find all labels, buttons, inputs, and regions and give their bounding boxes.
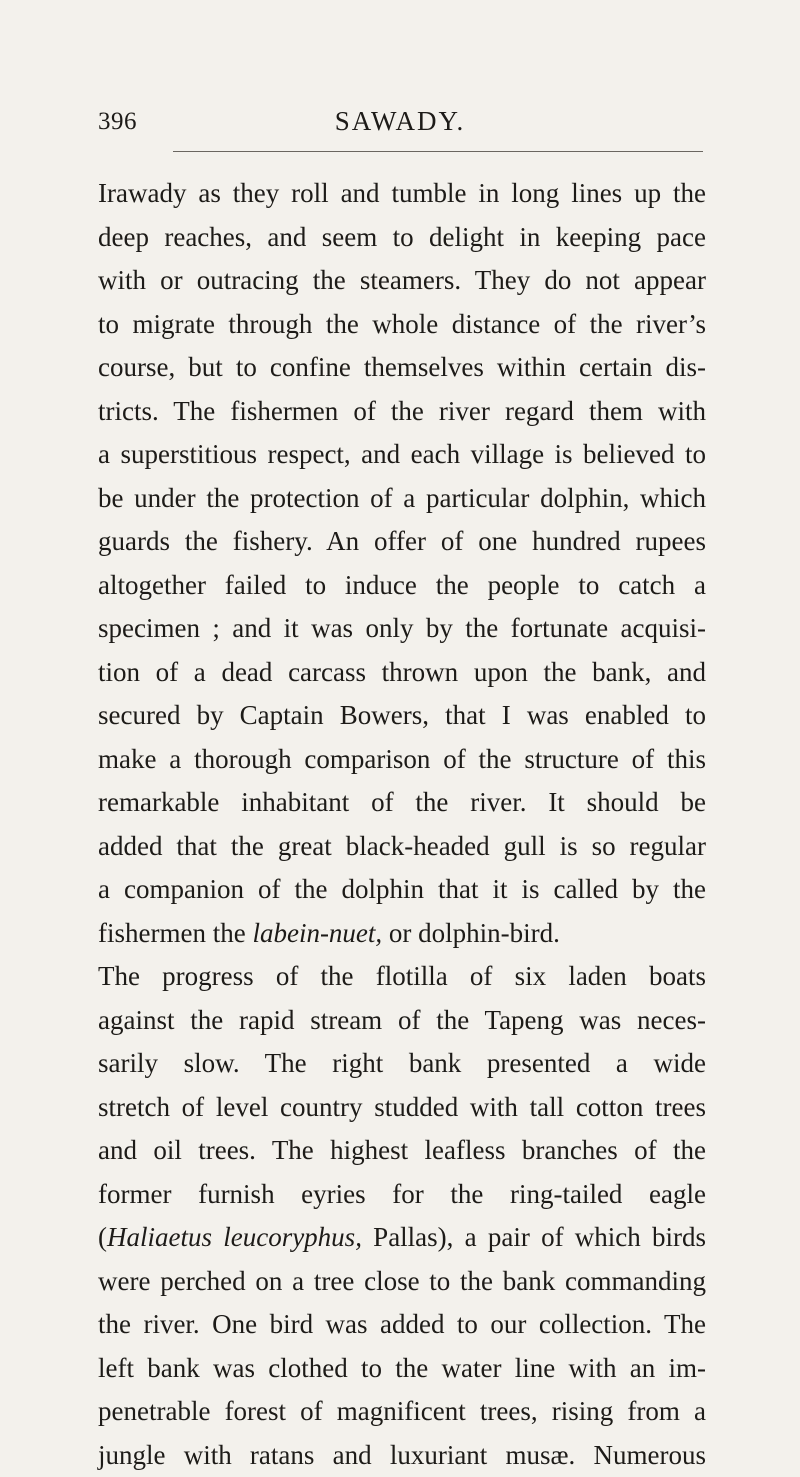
line-text-post: or dolphin-bird. bbox=[382, 918, 560, 948]
text-line-with-italic bbox=[98, 912, 706, 956]
text-line: tricts. The fishermen of the river regard them with bbox=[98, 390, 706, 434]
text-line: tion of a dead carcass thrown upon the bank, and bbox=[98, 651, 706, 695]
italic-species-name: Haliaetus leucoryphus, bbox=[107, 1222, 362, 1252]
running-title: SAWADY. bbox=[0, 106, 800, 137]
text-line: penetrable forest of magnificent trees, rising from a bbox=[98, 1390, 706, 1434]
italic-term: labein-nuet, bbox=[252, 918, 382, 948]
text-line: specimen ; and it was only by the fortunate acquisi- bbox=[98, 607, 706, 651]
line-text-pre: fishermen the bbox=[98, 918, 252, 948]
text-line: be under the protection of a particular dolphin, which bbox=[98, 477, 706, 521]
text-line: course, but to confine themselves within certain dis- bbox=[98, 346, 706, 390]
text-line: stretch of level country studded with tall cotton trees bbox=[98, 1086, 706, 1130]
line-text-post: Pallas), a pair of which birds bbox=[362, 1222, 706, 1252]
text-line: sarily slow. The right bank presented a wide bbox=[98, 1042, 706, 1086]
running-head bbox=[0, 102, 800, 142]
page-number: 396 bbox=[98, 108, 137, 136]
text-line: jungle with ratans and luxuriant musæ. Numerous bbox=[98, 1434, 706, 1477]
body-text bbox=[98, 172, 706, 1477]
line-text-pre: ( bbox=[98, 1222, 107, 1252]
text-line: altogether failed to induce the people to catch a bbox=[98, 564, 706, 608]
text-line: left bank was clothed to the water line with an im- bbox=[98, 1347, 706, 1391]
text-line: and oil trees. The highest leafless branches of the bbox=[98, 1129, 706, 1173]
text-line: against the rapid stream of the Tapeng was neces- bbox=[98, 999, 706, 1043]
text-line: make a thorough comparison of the structure of this bbox=[98, 738, 706, 782]
text-line-with-italic bbox=[98, 1216, 706, 1260]
text-line: remarkable inhabitant of the river. It should be bbox=[98, 781, 706, 825]
text-line: former furnish eyries for the ring-tailed eagle bbox=[98, 1173, 706, 1217]
text-line: with or outracing the steamers. They do not appear bbox=[98, 259, 706, 303]
text-line: deep reaches, and seem to delight in keeping pace bbox=[98, 216, 706, 260]
text-line: added that the great black-headed gull is so regular bbox=[98, 825, 706, 869]
header-rule bbox=[173, 151, 703, 152]
text-line: a superstitious respect, and each village is believed to bbox=[98, 433, 706, 477]
text-line: secured by Captain Bowers, that I was enabled to bbox=[98, 694, 706, 738]
text-line: the river. One bird was added to our collection. The bbox=[98, 1303, 706, 1347]
text-line: The progress of the flotilla of six laden boats bbox=[98, 955, 706, 999]
text-line: Irawady as they roll and tumble in long lines up the bbox=[98, 172, 706, 216]
text-line: were perched on a tree close to the bank commanding bbox=[98, 1260, 706, 1304]
text-line: a companion of the dolphin that it is called by the bbox=[98, 868, 706, 912]
text-line: to migrate through the whole distance of the river’s bbox=[98, 303, 706, 347]
text-line: guards the fishery. An offer of one hundred rupees bbox=[98, 520, 706, 564]
